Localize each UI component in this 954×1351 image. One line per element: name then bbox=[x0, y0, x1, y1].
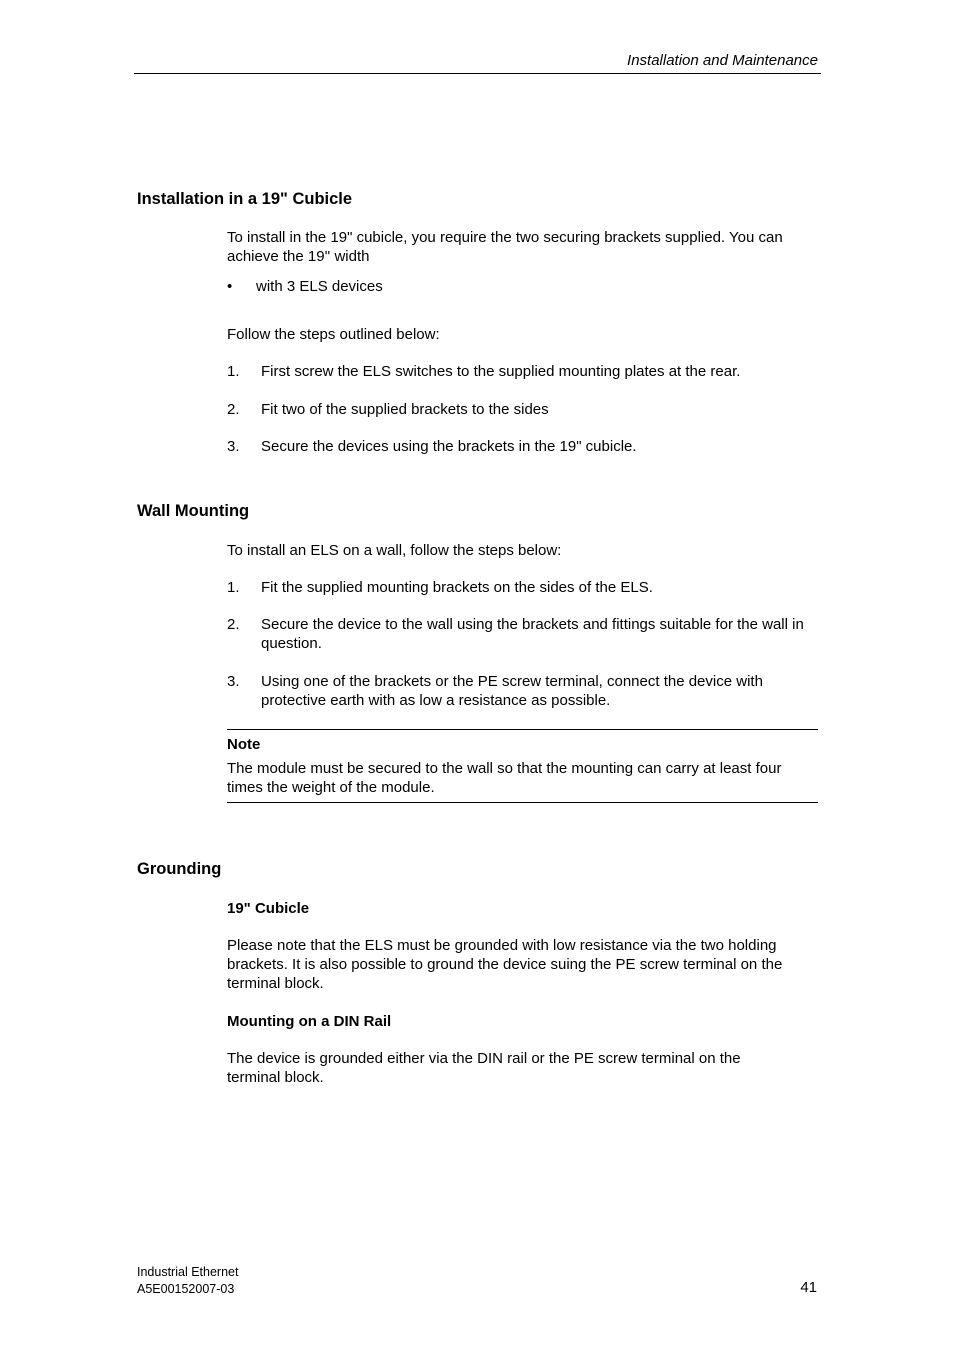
section-heading-grounding: Grounding bbox=[137, 860, 222, 878]
page-number: 41 bbox=[800, 1279, 817, 1296]
note-bottom-rule bbox=[227, 802, 818, 803]
footer-doc-number: A5E00152007-03 bbox=[137, 1282, 235, 1296]
note-label: Note bbox=[227, 736, 261, 753]
subheading-din-rail: Mounting on a DIN Rail bbox=[227, 1013, 392, 1030]
step-text: First screw the ELS switches to the supplied mounting plates at the rear. bbox=[261, 363, 741, 380]
step-text: Secure the device to the wall using the brackets and fittings suitable for the wall in question. bbox=[261, 616, 804, 652]
step-number: 3. bbox=[227, 673, 240, 690]
step-text: Secure the devices using the brackets in the 19" cubicle. bbox=[261, 438, 637, 455]
cubicle-follow-text: Follow the steps outlined below: bbox=[227, 326, 440, 343]
grounding-cubicle-text: Please note that the ELS must be grounded with low resistance via the two holding brackets. It is also possible to ground the device suing the PE screw terminal on the terminal block. bbox=[227, 937, 783, 992]
section-heading-wall: Wall Mounting bbox=[137, 502, 250, 520]
grounding-din-text: The device is grounded either via the DIN rail or the PE screw terminal on the terminal block. bbox=[227, 1050, 741, 1086]
subheading-cubicle: 19" Cubicle bbox=[227, 900, 310, 917]
note-text: The module must be secured to the wall so that the mounting can carry at least four times the weight of the module. bbox=[227, 760, 782, 796]
step-text: Using one of the brackets or the PE screw terminal, connect the device with protective earth with as low a resistance as possible. bbox=[261, 673, 763, 709]
step-text: Fit two of the supplied brackets to the sides bbox=[261, 401, 549, 418]
section-heading-cubicle: Installation in a 19" Cubicle bbox=[137, 190, 353, 208]
wall-intro: To install an ELS on a wall, follow the steps below: bbox=[227, 542, 562, 559]
step-number: 1. bbox=[227, 579, 240, 596]
bullet-item: with 3 ELS devices bbox=[256, 278, 383, 295]
step-text: Fit the supplied mounting brackets on the sides of the ELS. bbox=[261, 579, 653, 596]
header-rule bbox=[134, 73, 821, 74]
footer-product: Industrial Ethernet bbox=[137, 1265, 239, 1279]
note-top-rule bbox=[227, 729, 818, 730]
cubicle-intro: To install in the 19" cubicle, you require the two securing brackets supplied. You can achieve the 19'' width bbox=[227, 229, 783, 265]
running-header: Installation and Maintenance bbox=[627, 52, 818, 69]
step-number: 3. bbox=[227, 438, 240, 455]
step-number: 2. bbox=[227, 401, 240, 418]
step-number: 2. bbox=[227, 616, 240, 633]
step-number: 1. bbox=[227, 363, 240, 380]
bullet-icon: • bbox=[227, 278, 233, 295]
